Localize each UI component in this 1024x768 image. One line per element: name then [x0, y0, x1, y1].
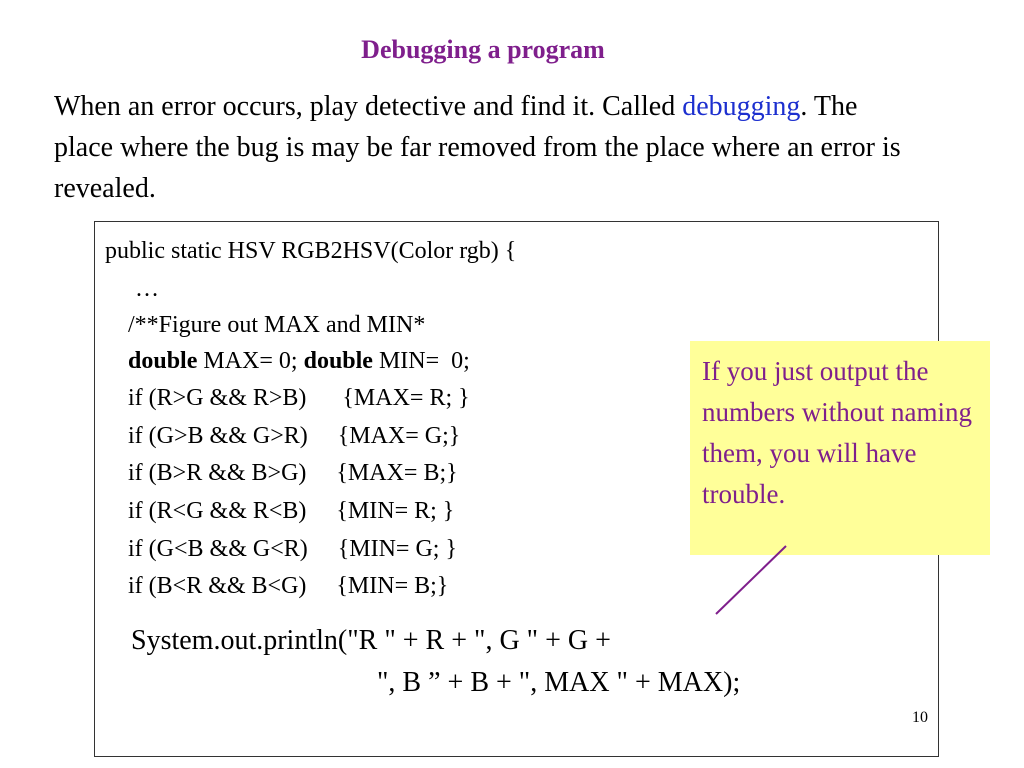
code-println-line-2: ", B ” + B + ", MAX " + MAX);	[377, 667, 741, 698]
code-if-line: if (R<G && R<B) {MIN= R; }	[128, 498, 455, 524]
code-ellipsis: …	[135, 276, 159, 302]
slide-title: Debugging a program	[361, 35, 605, 64]
code-if-line: if (G>B && G>R) {MAX= G;}	[128, 423, 461, 449]
code-decl-max: MAX= 0;	[197, 348, 304, 374]
code-if-line: if (R>G && R>B) {MAX= R; }	[128, 385, 470, 411]
intro-highlight-term: debugging	[682, 91, 801, 122]
intro-text-before: When an error occurs, play detective and find it. Called	[54, 91, 683, 122]
code-println-line-1: System.out.println("R " + R + ", G " + G +	[131, 625, 611, 656]
intro-text-after: . The place where the bug is may be far removed from the place where an error is revealed.	[54, 91, 901, 204]
page-number: 10	[912, 709, 928, 726]
code-if-line: if (B<R && B<G) {MIN= B;}	[128, 573, 449, 599]
code-declaration	[128, 346, 470, 376]
code-keyword-double: double	[128, 348, 198, 374]
callout-note: If you just output the numbers without naming them, you will have trouble.	[690, 341, 990, 555]
code-if-line: if (G<B && G<R) {MIN= G; }	[128, 536, 457, 562]
code-if-line: if (B>R && B>G) {MAX= B;}	[128, 460, 458, 486]
intro-paragraph	[54, 86, 914, 209]
code-decl-min: MIN= 0;	[372, 348, 470, 374]
code-comment: /**Figure out MAX and MIN*	[128, 312, 426, 338]
code-signature: public static HSV RGB2HSV(Color rgb) {	[105, 238, 517, 264]
code-keyword-double: double	[303, 348, 373, 374]
